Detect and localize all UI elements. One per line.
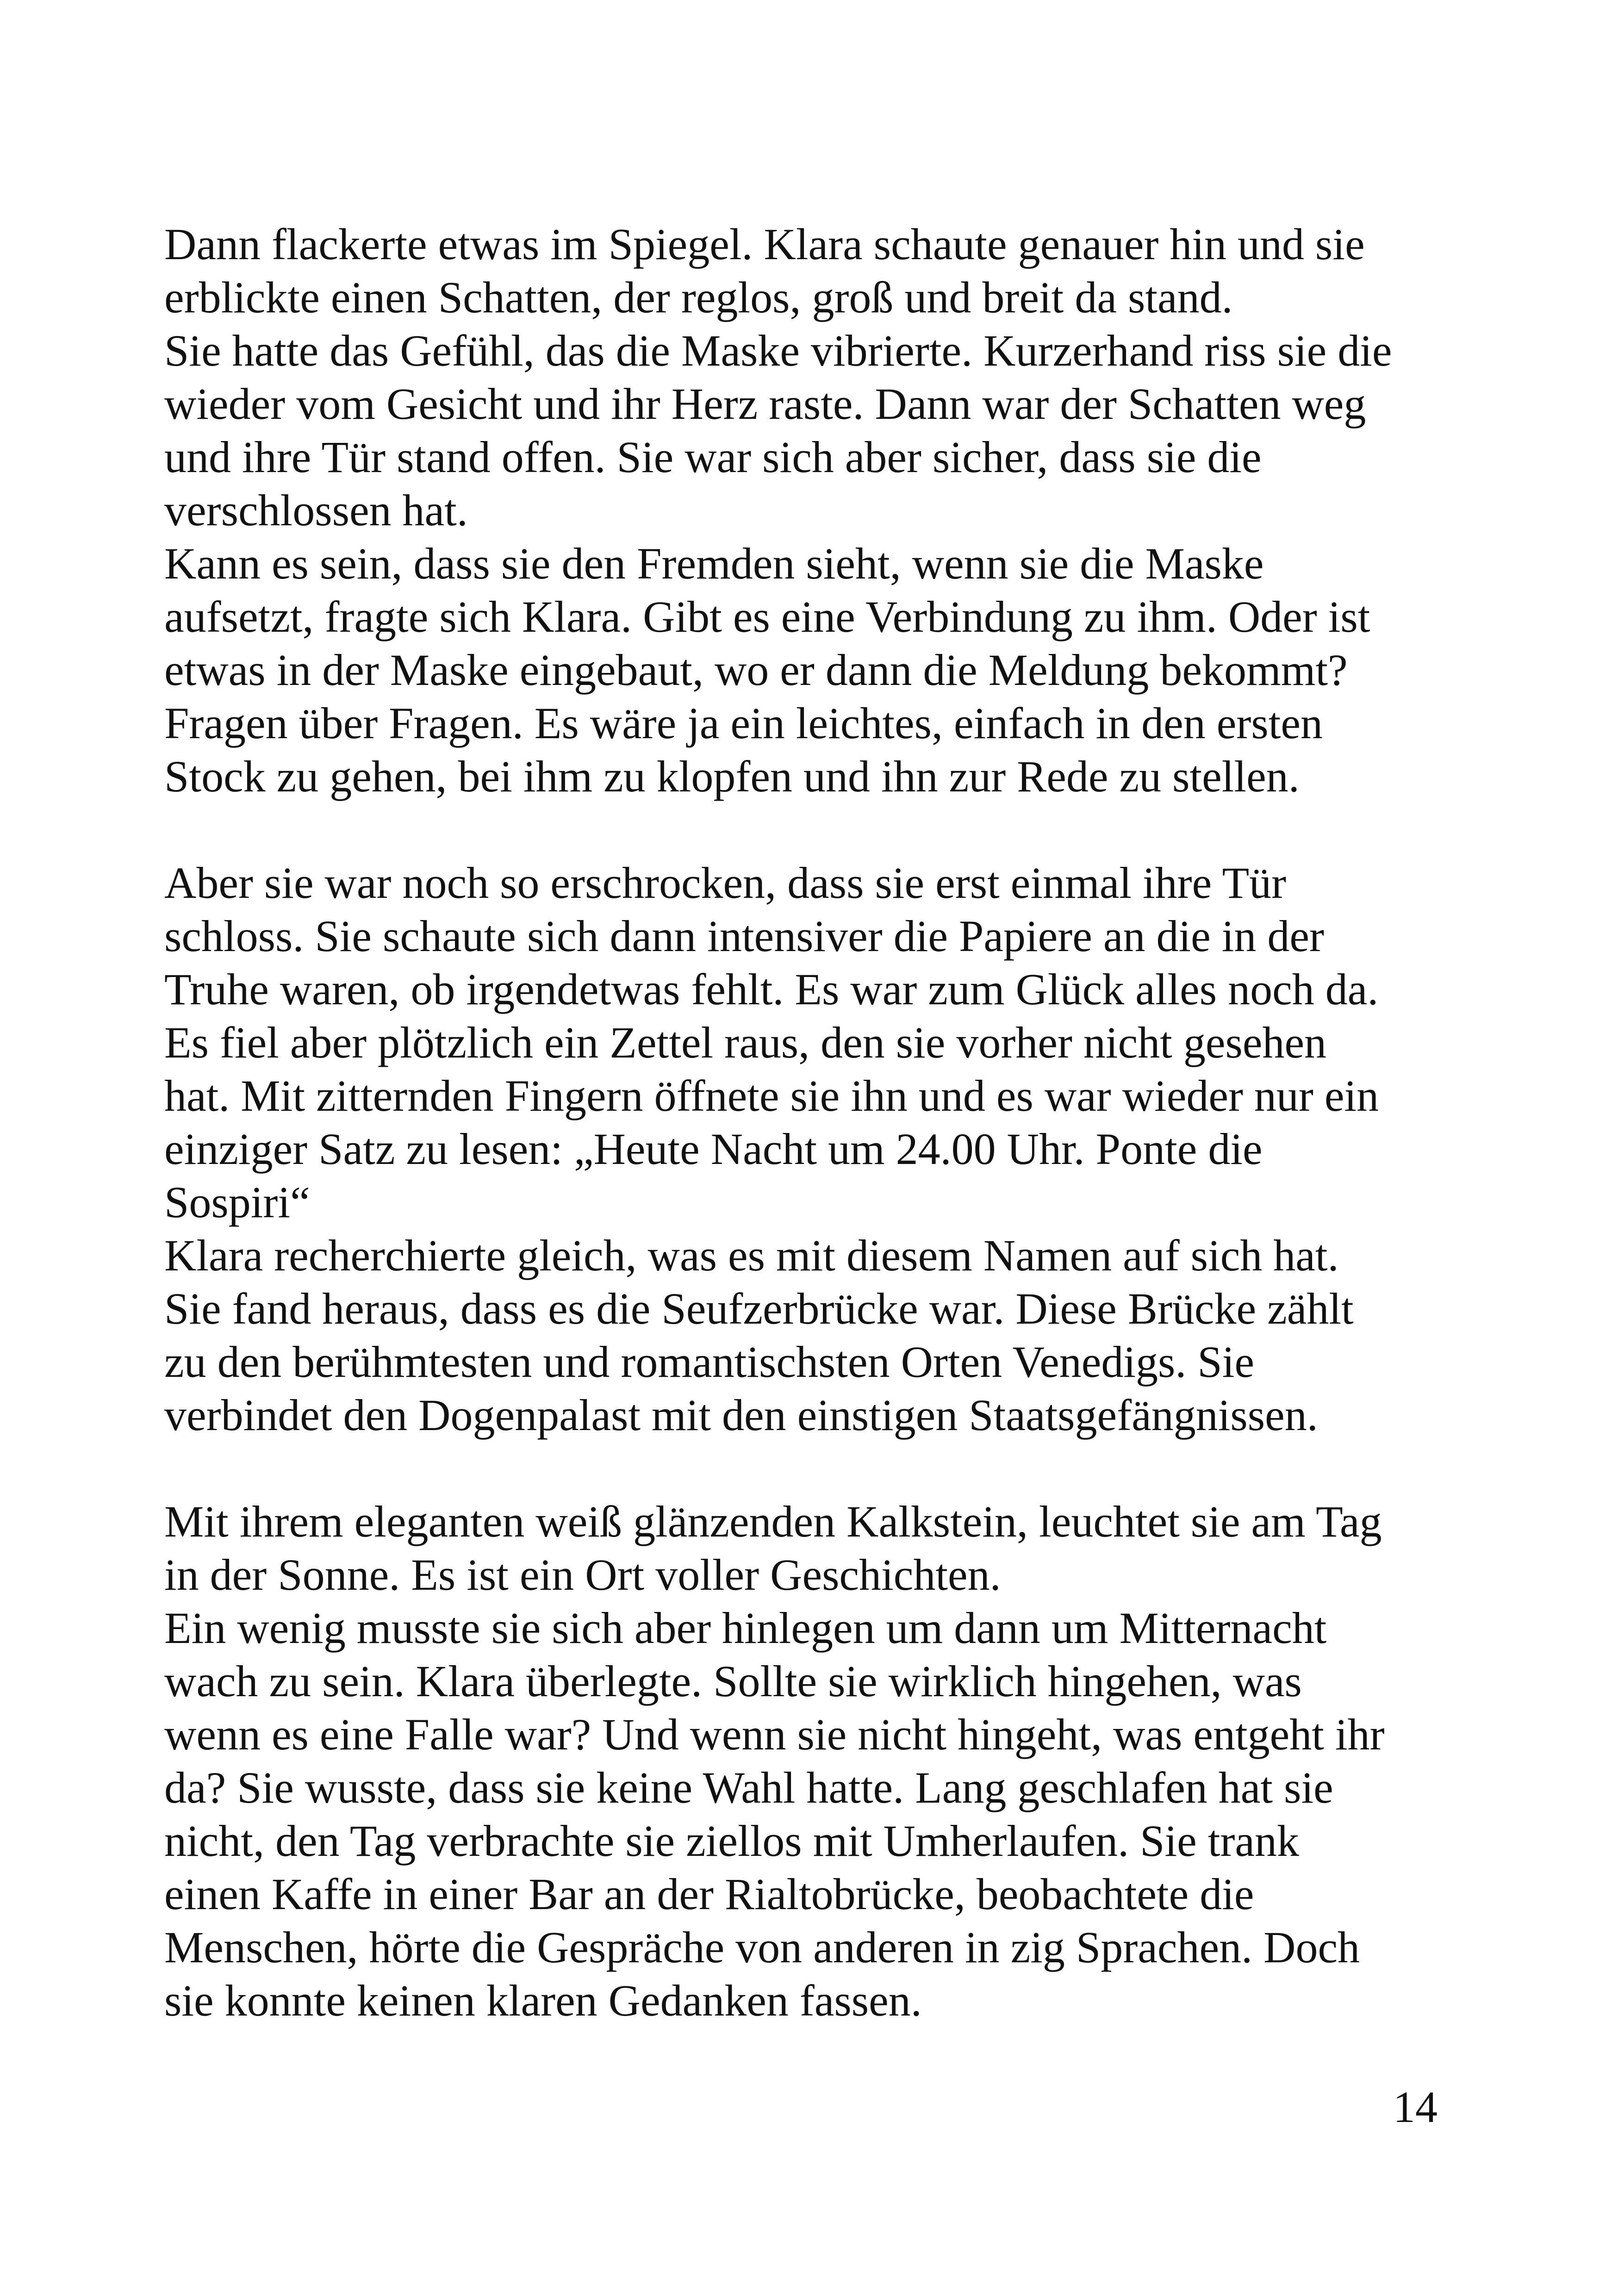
text-line: etwas in der Maske eingebaut, wo er dann die Meldung bekommt? — [164, 645, 1348, 695]
text-line: Menschen, hörte die Gespräche von anderen in zig Sprachen. Doch — [164, 1923, 1360, 1972]
text-line: einen Kaffe in einer Bar an der Rialtobrücke, beobachtete die — [164, 1869, 1254, 1919]
text-line: Dann flackerte etwas im Spiegel. Klara schaute genauer hin und sie — [164, 219, 1365, 269]
text-line: Mit ihrem eleganten weiß glänzenden Kalkstein, leuchtet sie am Tag — [164, 1497, 1382, 1546]
text-line: Es fiel aber plötzlich ein Zettel raus, den sie vorher nicht gesehen — [164, 1018, 1327, 1067]
text-line: erblickte einen Schatten, der reglos, groß und breit da stand. — [164, 273, 1233, 322]
text-line: schloss. Sie schaute sich dann intensiver die Papiere an die in der — [164, 911, 1324, 961]
text-line: sie konnte keinen klaren Gedanken fassen. — [164, 1976, 922, 2025]
text-line: Klara recherchierte gleich, was es mit diesem Namen auf sich hat. — [164, 1231, 1339, 1280]
paragraph-2 — [164, 856, 1497, 1442]
paragraph-break — [164, 1442, 1497, 1495]
text-line: wach zu sein. Klara überlegte. Sollte sie wirklich hingehen, was — [164, 1656, 1302, 1706]
paragraph-3 — [164, 1495, 1497, 2027]
paragraph-break — [164, 803, 1497, 856]
text-line: in der Sonne. Es ist ein Ort voller Geschichten. — [164, 1550, 1001, 1599]
text-line: da? Sie wusste, dass sie keine Wahl hatte. Lang geschlafen hat sie — [164, 1763, 1333, 1812]
text-line: nicht, den Tag verbrachte sie ziellos mit Umherlaufen. Sie trank — [164, 1816, 1300, 1866]
text-line: Sospiri“ — [164, 1177, 310, 1227]
text-line: Ein wenig musste sie sich aber hinlegen um dann um Mitternacht — [164, 1603, 1327, 1653]
text-line: hat. Mit zitternden Fingern öffnete sie ihn und es war wieder nur ein — [164, 1071, 1379, 1120]
text-line: verschlossen hat. — [164, 485, 468, 535]
text-line: einziger Satz zu lesen: „Heute Nacht um 24.00 Uhr. Ponte die — [164, 1124, 1263, 1174]
text-line: aufsetzt, fragte sich Klara. Gibt es eine Verbindung zu ihm. Oder ist — [164, 592, 1370, 641]
text-line: Sie hatte das Gefühl, das die Maske vibrierte. Kurzerhand riss sie die — [164, 326, 1392, 375]
page-number: 14 — [1393, 2082, 1438, 2132]
text-line: wenn es eine Falle war? Und wenn sie nicht hingeht, was entgeht ihr — [164, 1710, 1385, 1759]
text-line: Aber sie war noch so erschrocken, dass sie erst einmal ihre Tür — [164, 858, 1287, 908]
text-line: wieder vom Gesicht und ihr Herz raste. Dann war der Schatten weg — [164, 379, 1366, 429]
paragraph-1 — [164, 218, 1497, 803]
text-line: zu den berühmtesten und romantischsten Orten Venedigs. Sie — [164, 1337, 1255, 1387]
text-line: Stock zu gehen, bei ihm zu klopfen und ihn zur Rede zu stellen. — [164, 752, 1300, 801]
text-line: verbindet den Dogenpalast mit den einstigen Staatsgefängnissen. — [164, 1390, 1318, 1440]
text-line: Kann es sein, dass sie den Fremden sieht, wenn sie die Maske — [164, 539, 1264, 588]
text-line: Fragen über Fragen. Es wäre ja ein leichtes, einfach in den ersten — [164, 698, 1323, 748]
text-line: Sie fand heraus, dass es die Seufzerbrücke war. Diese Brücke zählt — [164, 1284, 1354, 1333]
body-text — [164, 218, 1497, 2027]
text-line: und ihre Tür stand offen. Sie war sich aber sicher, dass sie die — [164, 432, 1262, 482]
text-line: Truhe waren, ob irgendetwas fehlt. Es war zum Glück alles noch da. — [164, 964, 1379, 1014]
